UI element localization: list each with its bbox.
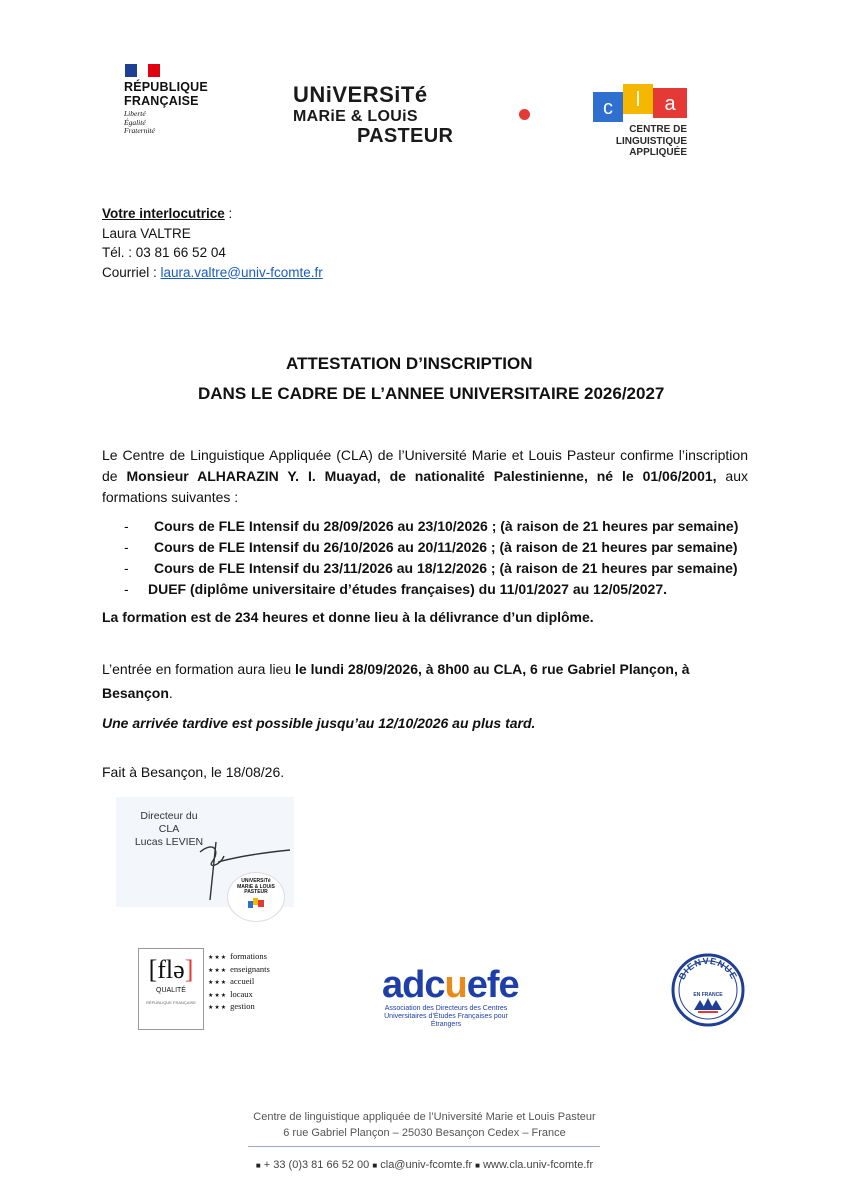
contact-phone: Tél. : 03 81 66 52 04 <box>102 245 226 260</box>
bullet-icon: ■ <box>475 1161 481 1170</box>
fle-quality-criteria <box>208 951 270 1014</box>
footer-phone: + 33 (0)3 81 66 52 00 <box>263 1159 370 1171</box>
place-date: Fait à Besançon, le 18/08/26. <box>102 764 285 780</box>
signatory-title: Directeur du CLA <box>140 810 198 835</box>
total-hours: La formation est de 234 heures et donne lieu à la délivrance d’un diplôme. <box>102 609 594 625</box>
course-item: Cours de FLE Intensif du 26/10/2026 au 20/11/2026 ; (à raison de 21 heures par semaine) <box>154 539 738 555</box>
intro-paragraph <box>102 445 748 508</box>
course-item: Cours de FLE Intensif du 28/09/2026 au 23/10/2026 ; (à raison de 21 heures par semaine) <box>154 518 739 534</box>
stamp-line2: MARiE & LOUiS <box>237 883 275 890</box>
list-dash: - <box>124 560 129 576</box>
fle-republique-line1: RÉPUBLIQUE <box>146 1000 172 1005</box>
criterion: locaux <box>230 988 253 999</box>
en-france-text: EN FRANCE <box>693 992 723 998</box>
motto-fraternite: Fraternité <box>124 126 155 136</box>
republique-line: RÉPUBLIQUE <box>124 80 208 94</box>
bullet-icon: ■ <box>372 1161 378 1170</box>
list-dash: - <box>124 518 129 534</box>
footer-divider <box>248 1146 600 1147</box>
entry-period: . <box>168 685 173 701</box>
course-list <box>124 516 738 600</box>
intro-text-end: aux formations suivantes : <box>102 468 749 505</box>
course-item: Cours de FLE Intensif du 23/11/2026 au 18/12/2026 ; (à raison de 21 heures par semaine) <box>154 560 738 576</box>
fle-republique-line2: FRANÇAISE <box>173 1000 196 1005</box>
fle-wordmark <box>139 955 203 985</box>
criterion: formations <box>230 951 267 961</box>
contact-label: Votre interlocutrice <box>102 206 225 221</box>
list-item <box>124 537 738 558</box>
footer-email[interactable]: cla@univ-fcomte.fr <box>380 1159 473 1171</box>
course-item: DUEF (diplôme universitaire d’études françaises) du 11/01/2027 au 12/05/2027. <box>148 581 668 597</box>
stars-icon: ★★★ <box>208 992 228 999</box>
list-item <box>124 516 738 537</box>
bullet-icon: ■ <box>255 1161 261 1170</box>
university-stamp <box>227 872 285 922</box>
svg-text:c: c <box>603 97 613 119</box>
intro-text: Le Centre de Linguistique Appliquée (CLA) de l’Université Marie et Louis Pasteur confirme l’inscription de <box>102 447 748 484</box>
adcuefe-logo <box>382 966 519 1004</box>
list-item <box>124 579 738 600</box>
fle-word: [flə <box>148 955 185 984</box>
contact-email-link[interactable]: laura.valtre@univ-fcomte.fr <box>160 264 323 280</box>
footer-address-line2: 6 rue Gabriel Plançon – 25030 Besançon Cedex – France <box>283 1127 566 1139</box>
red-dot-separator <box>519 109 530 120</box>
cla-sub-line1: CENTRE DE <box>629 124 687 135</box>
university-line1: UNiVERSiTé <box>293 82 428 107</box>
fle-quality-label <box>138 948 204 1030</box>
list-item <box>208 1001 270 1014</box>
cla-logo-text <box>557 124 687 159</box>
signatory-name: Lucas LEVIEN <box>134 836 204 848</box>
cla-logo-mark <box>593 84 687 122</box>
adcuefe-subtitle: Association des Directeurs des Centres Universitaires d’Études Françaises pour Étrangers <box>384 1005 508 1028</box>
university-logo <box>293 84 453 146</box>
late-arrival-note: Une arrivée tardive est possible jusqu’au 12/10/2026 au plus tard. <box>102 715 536 731</box>
republique-motto <box>124 110 155 136</box>
list-dash: - <box>124 539 129 555</box>
criterion: enseignants <box>230 963 270 974</box>
bienvenue-en-france-badge <box>670 952 746 1028</box>
bienvenue-text: BIENVENUE <box>676 955 740 982</box>
motto-egalite: Égalité <box>124 117 146 127</box>
contact-name: Laura VALTRE <box>102 225 191 241</box>
republique-flag <box>125 64 160 77</box>
criterion: accueil <box>230 976 255 986</box>
footer-contacts <box>0 1159 849 1171</box>
list-item <box>208 989 270 1002</box>
adcuefe-part-b: efe <box>466 964 519 1006</box>
entry-text: L’entrée en formation aura lieu <box>102 661 296 677</box>
stamp-cla-icon <box>248 898 264 908</box>
stars-icon: ★★★ <box>208 955 228 961</box>
republique-francaise-logo <box>124 80 208 108</box>
entry-city-name: Besançon <box>102 685 169 701</box>
contact-label-suffix: : <box>224 206 233 221</box>
footer-website[interactable]: www.cla.univ-fcomte.fr <box>483 1159 594 1171</box>
list-item <box>208 951 270 964</box>
fle-republique-mark <box>139 1000 203 1005</box>
fle-quality-text: QUALITÉ <box>156 987 186 994</box>
motto-liberte: Liberté <box>124 109 146 118</box>
student-identity: Monsieur ALHARAZIN Y. I. Muayad, de nationalité Palestinienne, né le 01/06/2001, <box>126 468 717 484</box>
stars-icon: ★★★ <box>208 1005 228 1011</box>
list-item <box>208 976 270 989</box>
footer-address-line1: Centre de linguistique appliquée de l’Université Marie et Louis Pasteur <box>253 1111 596 1123</box>
entry-city <box>102 685 173 701</box>
document-subtitle: DANS LE CADRE DE L’ANNEE UNIVERSITAIRE 2026/2027 <box>198 384 665 403</box>
contact-email-label: Courriel : <box>102 264 161 280</box>
stamp-line1: UNiVERSiTé <box>241 878 271 884</box>
criterion: gestion <box>230 1001 255 1011</box>
university-line2: MARiE & LOUiS <box>293 108 418 125</box>
francaise-line: FRANÇAISE <box>124 94 199 108</box>
svg-text:l: l <box>635 89 641 111</box>
cla-sub-line2: LINGUISTIQUE APPLIQUÉE <box>615 135 687 158</box>
stars-icon: ★★★ <box>208 967 228 974</box>
entry-paragraph <box>102 661 748 677</box>
list-item <box>208 964 270 977</box>
adcuefe-part-u: u <box>444 964 467 1006</box>
stamp-line3: PASTEUR <box>244 889 268 895</box>
adcuefe-part-a: adc <box>382 964 445 1006</box>
fle-bracket: ] <box>184 955 194 984</box>
list-dash: - <box>124 581 129 597</box>
stars-icon: ★★★ <box>208 980 228 986</box>
university-line3: PASTEUR <box>357 125 454 147</box>
document-title: ATTESTATION D’INSCRIPTION <box>286 354 533 373</box>
contact-block <box>102 204 323 282</box>
list-item <box>124 558 738 579</box>
entry-date-place: le lundi 28/09/2026, à 8h00 au CLA, 6 rue Gabriel Plançon, à <box>295 661 690 677</box>
svg-text:a: a <box>664 93 676 115</box>
